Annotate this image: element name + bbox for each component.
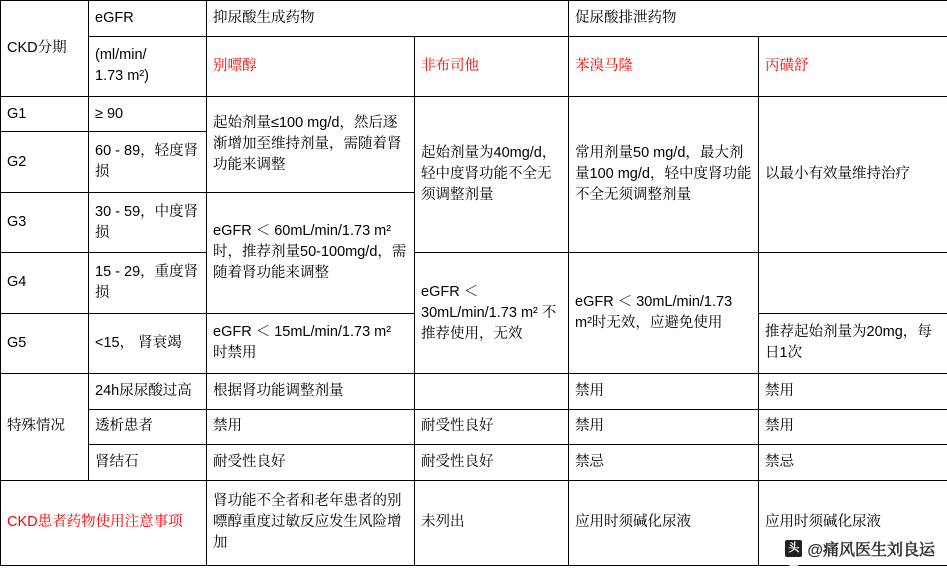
allopurinol-g1-g2: 起始剂量≤100 mg/d，然后逐渐增加至维持剂量，需随着肾功能来调整 xyxy=(207,96,415,192)
watermark xyxy=(785,537,935,560)
egfr-g1: ≥ 90 xyxy=(89,96,207,132)
table-header-row-1 xyxy=(1,1,947,37)
notes-benzbromarone: 应用时须碱化尿液 xyxy=(569,480,759,565)
notes-probenecid: 应用时须碱化尿液 xyxy=(759,480,947,565)
header-group-inhibit: 抑尿酸生成药物 xyxy=(207,1,569,37)
benzbromarone-g1-g3: 常用剂量50 mg/d，最大剂量100 mg/d，轻中度肾功能不全无须调整剂量 xyxy=(569,96,759,252)
special-probenecid-urate: 禁用 xyxy=(759,374,947,410)
special-benzbromarone-dialysis: 禁用 xyxy=(569,409,759,445)
egfr-g3: 30 - 59，中度肾损 xyxy=(89,192,207,252)
toutiao-logo-icon: 头条 xyxy=(785,540,802,557)
special-benzbromarone-stone: 禁忌 xyxy=(569,445,759,481)
special-allopurinol-dialysis: 禁用 xyxy=(207,409,415,445)
notes-label: CKD患者药物使用注意事项 xyxy=(1,480,207,565)
benzbromarone-g4-g5: eGFR ＜ 30mL/min/1.73 m² 不推荐使用，无效 xyxy=(415,253,569,374)
special-allopurinol-stone: 耐受性良好 xyxy=(207,445,415,481)
header-group-excrete: 促尿酸排泄药物 xyxy=(569,1,947,37)
special-probenecid-stone: 禁忌 xyxy=(759,445,947,481)
table-row-special xyxy=(1,374,947,410)
egfr-g5: <15， 肾衰竭 xyxy=(89,313,207,373)
header-drug-benzbromarone: 苯溴马隆 xyxy=(569,36,759,96)
probenecid-g4-g5: eGFR ＜ 30mL/min/1.73 m²时无效，应避免使用 xyxy=(569,253,759,374)
table-header-row-2 xyxy=(1,36,947,96)
stage-g3: G3 xyxy=(1,192,89,252)
header-drug-allopurinol: 别嘌醇 xyxy=(207,36,415,96)
special-label: 特殊情况 xyxy=(1,374,89,481)
special-allopurinol-urate: 根据肾功能调整剂量 xyxy=(207,374,415,410)
header-drug-probenecid: 丙磺舒 xyxy=(759,36,947,96)
stage-g4: G4 xyxy=(1,253,89,313)
special-benzbromarone-urate: 禁用 xyxy=(569,374,759,410)
notes-febuxostat: 未列出 xyxy=(415,480,569,565)
egfr-g2: 60 - 89，轻度肾损 xyxy=(89,132,207,192)
special-condition-dialysis: 透析患者 xyxy=(89,409,207,445)
allopurinol-g5: eGFR ＜ 15mL/min/1.73 m² 时禁用 xyxy=(207,313,415,373)
special-condition-urate: 24h尿尿酸过高 xyxy=(89,374,207,410)
febuxostat-g1-g4: 起始剂量为40mg/d，轻中度肾功能不全无须调整剂量 xyxy=(415,96,569,252)
febuxostat-g5: 推荐起始剂量为20mg，每日1次 xyxy=(759,313,947,373)
stage-g1: G1 xyxy=(1,96,89,132)
notes-allopurinol: 肾功能不全者和老年患者的别嘌醇重度过敏反应发生风险增加 xyxy=(207,480,415,565)
stage-g2: G2 xyxy=(1,132,89,192)
stage-g5: G5 xyxy=(1,313,89,373)
table-row xyxy=(1,253,947,313)
special-febuxostat-urate xyxy=(415,374,569,410)
special-probenecid-dialysis: 禁用 xyxy=(759,409,947,445)
watermark-text: @痛风医生刘良运 xyxy=(807,537,935,560)
special-febuxostat-stone: 耐受性良好 xyxy=(415,445,569,481)
special-febuxostat-dialysis: 耐受性良好 xyxy=(415,409,569,445)
table-row xyxy=(1,96,947,132)
special-condition-stone: 肾结石 xyxy=(89,445,207,481)
header-egfr: eGFR xyxy=(89,1,207,37)
header-egfr-unit-line1: (ml/min/ xyxy=(95,45,200,66)
egfr-g4: 15 - 29，重度肾损 xyxy=(89,253,207,313)
probenecid-g1-g3: 以最小有效量维持治疗 xyxy=(759,96,947,252)
table-row-special xyxy=(1,445,947,481)
table-row-special xyxy=(1,409,947,445)
header-egfr-unit xyxy=(89,36,207,96)
allopurinol-g3-g4: eGFR ＜ 60mL/min/1.73 m²时，推荐剂量50-100mg/d，需随着肾功能来调整 xyxy=(207,192,415,313)
header-ckd-stage: CKD分期 xyxy=(1,1,89,97)
header-egfr-unit-line2: 1.73 m²) xyxy=(95,66,200,87)
header-drug-febuxostat: 非布司他 xyxy=(415,36,569,96)
